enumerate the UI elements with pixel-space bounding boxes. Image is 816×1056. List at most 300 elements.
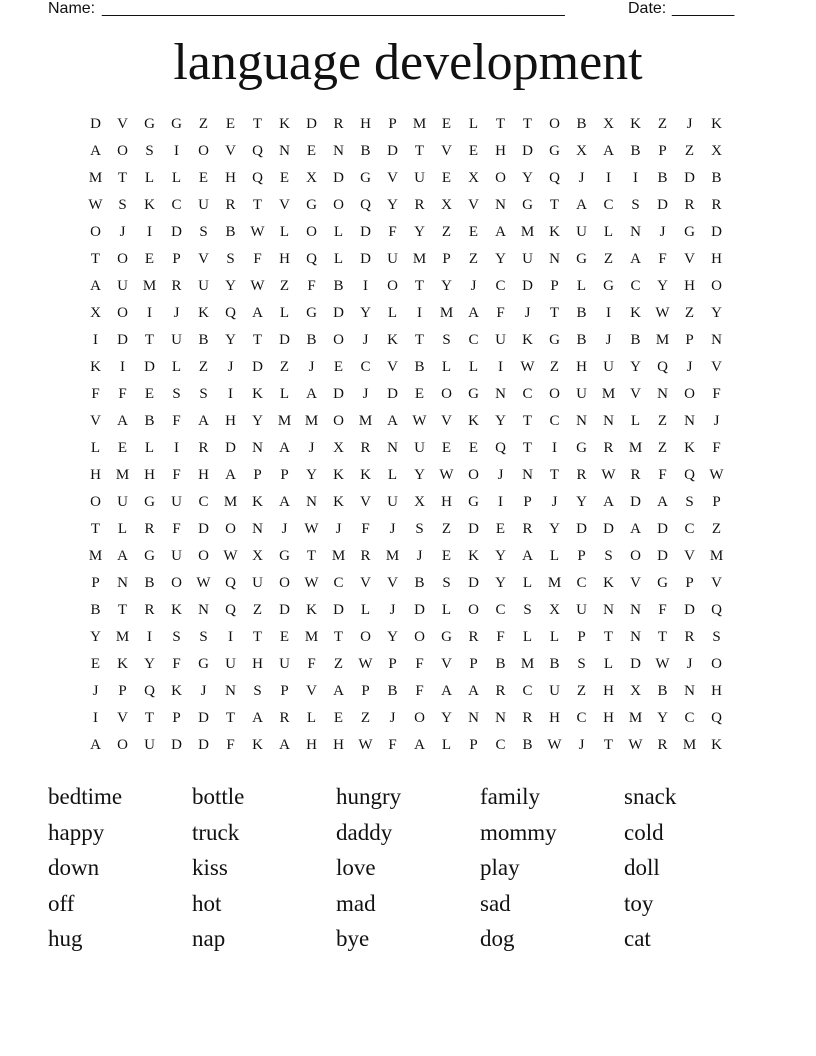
- grid-letter: I: [633, 170, 638, 186]
- grid-letter: P: [172, 251, 181, 267]
- word-bank-item: off: [48, 890, 75, 916]
- grid-letter: R: [522, 521, 533, 537]
- grid-letter: E: [468, 440, 479, 456]
- grid-letter: J: [389, 521, 396, 537]
- grid-letter: E: [468, 143, 479, 159]
- word-bank-item: truck: [192, 819, 240, 845]
- grid-letter: P: [469, 656, 478, 672]
- grid-letter: M: [520, 656, 535, 672]
- grid-letter: Y: [414, 467, 425, 483]
- grid-letter: K: [252, 386, 263, 402]
- grid-row: [82, 408, 730, 435]
- grid-letter: A: [279, 440, 290, 456]
- grid-letter: Y: [657, 278, 668, 294]
- grid-letter: E: [333, 359, 344, 375]
- word-bank-item: snack: [624, 784, 677, 809]
- grid-letter: P: [172, 710, 181, 726]
- grid-letter: N: [252, 521, 263, 537]
- grid-letter: U: [225, 656, 236, 672]
- grid-letter: R: [198, 440, 209, 456]
- grid-row: [82, 570, 730, 597]
- grid-letter: U: [117, 278, 128, 294]
- grid-letter: X: [414, 494, 425, 510]
- grid-letter: U: [576, 602, 587, 618]
- grid-letter: L: [603, 656, 614, 672]
- grid-letter: F: [658, 467, 667, 483]
- grid-letter: N: [387, 440, 398, 456]
- grid-letter: P: [280, 467, 289, 483]
- grid-letter: A: [630, 521, 641, 537]
- grid-letter: N: [684, 683, 695, 699]
- grid-letter: S: [199, 629, 208, 645]
- grid-letter: K: [549, 224, 560, 240]
- grid-letter: P: [550, 278, 559, 294]
- grid-letter: C: [576, 575, 587, 591]
- grid-letter: J: [659, 224, 666, 240]
- grid-letter: M: [142, 278, 157, 294]
- grid-letter: G: [576, 440, 587, 456]
- grid-letter: Z: [576, 683, 587, 699]
- grid-letter: D: [279, 332, 290, 348]
- grid-letter: J: [308, 359, 315, 375]
- grid-letter: T: [252, 116, 263, 132]
- grid-letter: B: [549, 656, 560, 672]
- word-bank-item: family: [480, 784, 541, 809]
- grid-letter: T: [117, 170, 128, 186]
- grid-letter: D: [198, 521, 209, 537]
- grid-letter: Y: [495, 413, 506, 429]
- grid-letter: N: [252, 440, 263, 456]
- grid-letter: F: [496, 305, 505, 321]
- grid-letter: O: [495, 170, 506, 186]
- grid-letter: A: [495, 224, 506, 240]
- grid-letter: E: [306, 143, 317, 159]
- grid-letter: B: [576, 332, 587, 348]
- grid-letter: P: [388, 116, 397, 132]
- grid-letter: O: [117, 737, 128, 753]
- grid-letter: D: [333, 305, 344, 321]
- grid-letter: J: [281, 521, 288, 537]
- grid-letter: U: [495, 332, 506, 348]
- grid-letter: T: [117, 602, 128, 618]
- grid-letter: Y: [630, 359, 641, 375]
- grid-letter: F: [658, 251, 667, 267]
- grid-letter: T: [90, 251, 101, 267]
- grid-letter: E: [441, 170, 452, 186]
- grid-letter: Y: [252, 413, 263, 429]
- grid-letter: Y: [441, 710, 452, 726]
- grid-letter: O: [333, 197, 344, 213]
- grid-letter: A: [468, 683, 479, 699]
- grid-letter: V: [441, 143, 452, 159]
- grid-letter: T: [144, 332, 155, 348]
- grid-letter: J: [335, 521, 342, 537]
- grid-letter: D: [630, 494, 641, 510]
- word-bank-row: [48, 779, 768, 815]
- grid-letter: H: [252, 656, 263, 672]
- grid-letter: O: [90, 224, 101, 240]
- grid-letter: H: [306, 737, 317, 753]
- grid-letter: Y: [495, 548, 506, 564]
- grid-letter: O: [684, 386, 695, 402]
- grid-letter: N: [306, 494, 317, 510]
- grid-letter: P: [442, 251, 451, 267]
- grid-letter: M: [277, 413, 292, 429]
- grid-letter: X: [630, 683, 641, 699]
- grid-letter: H: [549, 710, 560, 726]
- grid-letter: N: [225, 683, 236, 699]
- grid-letter: Q: [144, 683, 155, 699]
- grid-letter: A: [441, 683, 452, 699]
- grid-letter: V: [468, 197, 479, 213]
- grid-row: [82, 300, 730, 327]
- grid-letter: D: [657, 197, 668, 213]
- grid-letter: R: [360, 440, 371, 456]
- grid-letter: N: [684, 413, 695, 429]
- word-bank-item: hot: [192, 890, 222, 916]
- grid-letter: R: [333, 116, 344, 132]
- grid-letter: T: [603, 629, 614, 645]
- grid-row: [82, 138, 730, 165]
- grid-letter: O: [468, 602, 479, 618]
- word-bank-item: mommy: [480, 819, 557, 845]
- grid-letter: I: [147, 224, 152, 240]
- grid-letter: H: [495, 143, 506, 159]
- grid-letter: D: [333, 170, 344, 186]
- grid-letter: J: [362, 386, 369, 402]
- grid-letter: B: [225, 224, 236, 240]
- grid-letter: V: [684, 251, 695, 267]
- grid-letter: D: [387, 143, 398, 159]
- grid-letter: S: [685, 494, 694, 510]
- word-bank-item: mad: [336, 890, 376, 916]
- grid-letter: I: [93, 710, 98, 726]
- grid-letter: Y: [495, 575, 506, 591]
- grid-letter: G: [306, 197, 317, 213]
- grid-letter: L: [279, 224, 290, 240]
- grid-letter: A: [90, 278, 101, 294]
- grid-letter: R: [468, 629, 479, 645]
- word-bank-row: [48, 815, 768, 851]
- grid-letter: R: [576, 467, 587, 483]
- name-label: Name:: [48, 0, 96, 17]
- grid-letter: C: [198, 494, 209, 510]
- grid-letter: L: [441, 359, 452, 375]
- grid-letter: M: [304, 413, 319, 429]
- grid-letter: V: [90, 413, 101, 429]
- grid-letter: E: [441, 548, 452, 564]
- grid-letter: D: [252, 359, 263, 375]
- grid-letter: L: [468, 116, 479, 132]
- grid-letter: F: [253, 251, 262, 267]
- grid-letter: G: [360, 170, 371, 186]
- grid-letter: W: [304, 575, 319, 591]
- grid-letter: K: [306, 602, 317, 618]
- grid-letter: F: [172, 521, 181, 537]
- grid-row: [82, 732, 730, 759]
- grid-letter: U: [576, 224, 587, 240]
- grid-letter: T: [225, 710, 236, 726]
- grid-letter: M: [520, 224, 535, 240]
- word-bank-item: nap: [192, 926, 226, 951]
- word-bank-item: bottle: [192, 784, 245, 809]
- grid-letter: T: [522, 413, 533, 429]
- word-bank-item: hug: [48, 926, 83, 951]
- grid-letter: S: [172, 629, 181, 645]
- grid-letter: O: [630, 548, 641, 564]
- grid-letter: I: [174, 440, 179, 456]
- grid-letter: L: [90, 440, 101, 456]
- grid-letter: K: [333, 467, 344, 483]
- grid-letter: K: [144, 197, 155, 213]
- grid-letter: W: [412, 413, 427, 429]
- grid-letter: W: [547, 737, 562, 753]
- grid-letter: N: [630, 629, 641, 645]
- grid-letter: F: [361, 521, 370, 537]
- grid-letter: F: [712, 440, 721, 456]
- grid-letter: H: [684, 278, 695, 294]
- grid-letter: V: [630, 386, 641, 402]
- grid-letter: H: [603, 683, 614, 699]
- grid-letter: J: [362, 332, 369, 348]
- word-bank-item: daddy: [336, 819, 393, 845]
- grid-letter: Z: [279, 359, 290, 375]
- grid-letter: V: [387, 359, 398, 375]
- grid-letter: F: [712, 386, 721, 402]
- grid-letter: U: [549, 683, 560, 699]
- grid-letter: L: [387, 467, 398, 483]
- grid-letter: M: [304, 629, 319, 645]
- grid-letter: P: [118, 683, 127, 699]
- grid-letter: N: [603, 602, 614, 618]
- grid-letter: E: [441, 440, 452, 456]
- grid-letter: Y: [549, 521, 560, 537]
- grid-letter: V: [117, 116, 128, 132]
- grid-letter: K: [522, 332, 533, 348]
- grid-letter: K: [252, 494, 263, 510]
- grid-letter: P: [388, 656, 397, 672]
- grid-letter: I: [498, 359, 503, 375]
- grid-letter: N: [549, 251, 560, 267]
- grid-row: [82, 489, 730, 516]
- grid-letter: B: [711, 170, 722, 186]
- grid-letter: G: [144, 494, 155, 510]
- grid-letter: T: [414, 143, 425, 159]
- grid-letter: W: [655, 656, 670, 672]
- grid-letter: B: [630, 143, 641, 159]
- grid-letter: F: [91, 386, 100, 402]
- word-bank-item: doll: [624, 855, 660, 880]
- grid-letter: B: [360, 143, 371, 159]
- word-bank-item: down: [48, 855, 100, 880]
- grid-letter: L: [468, 359, 479, 375]
- grid-letter: V: [630, 575, 641, 591]
- grid-letter: A: [630, 251, 641, 267]
- grid-letter: G: [279, 548, 290, 564]
- grid-letter: V: [198, 251, 209, 267]
- grid-letter: V: [279, 197, 290, 213]
- grid-row: [82, 327, 730, 354]
- grid-letter: N: [333, 143, 344, 159]
- grid-row: [82, 543, 730, 570]
- grid-letter: E: [225, 116, 236, 132]
- grid-letter: O: [360, 629, 371, 645]
- grid-letter: P: [712, 494, 721, 510]
- grid-letter: L: [144, 440, 155, 456]
- grid-letter: O: [225, 521, 236, 537]
- grid-letter: W: [520, 359, 535, 375]
- grid-letter: L: [117, 521, 128, 537]
- grid-letter: C: [549, 413, 560, 429]
- word-bank-item: sad: [480, 890, 511, 916]
- grid-letter: C: [495, 602, 506, 618]
- grid-letter: T: [657, 629, 668, 645]
- grid-letter: E: [333, 710, 344, 726]
- grid-letter: O: [468, 467, 479, 483]
- grid-letter: J: [92, 683, 99, 699]
- word-bank-item: cat: [624, 926, 651, 951]
- grid-letter: D: [171, 737, 182, 753]
- grid-letter: T: [522, 440, 533, 456]
- grid-letter: W: [655, 305, 670, 321]
- grid-letter: R: [630, 467, 641, 483]
- grid-letter: Q: [684, 467, 695, 483]
- grid-letter: Z: [468, 251, 479, 267]
- grid-letter: Y: [522, 170, 533, 186]
- grid-letter: L: [144, 170, 155, 186]
- grid-letter: A: [90, 143, 101, 159]
- grid-letter: X: [711, 143, 722, 159]
- grid-letter: Q: [657, 359, 668, 375]
- grid-letter: N: [495, 710, 506, 726]
- grid-letter: V: [225, 143, 236, 159]
- grid-letter: B: [630, 332, 641, 348]
- grid-row: [82, 462, 730, 489]
- grid-letter: O: [414, 710, 425, 726]
- grid-letter: F: [388, 224, 397, 240]
- grid-letter: J: [119, 224, 126, 240]
- grid-letter: N: [576, 413, 587, 429]
- grid-letter: D: [198, 710, 209, 726]
- grid-letter: H: [576, 359, 587, 375]
- grid-letter: M: [412, 116, 427, 132]
- grid-letter: L: [171, 359, 182, 375]
- grid-letter: A: [252, 710, 263, 726]
- word-bank-item: kiss: [192, 855, 228, 880]
- grid-letter: J: [686, 656, 693, 672]
- word-bank-item: play: [480, 855, 520, 880]
- grid-letter: S: [415, 521, 424, 537]
- grid-letter: C: [630, 278, 641, 294]
- grid-letter: D: [360, 251, 371, 267]
- grid-row: [82, 165, 730, 192]
- grid-letter: H: [711, 683, 722, 699]
- grid-letter: J: [497, 467, 504, 483]
- grid-letter: I: [228, 629, 233, 645]
- grid-letter: U: [387, 494, 398, 510]
- grid-letter: O: [198, 143, 209, 159]
- grid-letter: A: [333, 683, 344, 699]
- grid-letter: J: [605, 332, 612, 348]
- grid-letter: K: [171, 602, 182, 618]
- grid-letter: I: [606, 170, 611, 186]
- grid-letter: E: [279, 629, 290, 645]
- grid-letter: N: [711, 332, 722, 348]
- grid-letter: G: [549, 332, 560, 348]
- grid-letter: A: [90, 737, 101, 753]
- grid-letter: J: [416, 548, 423, 564]
- grid-letter: V: [684, 548, 695, 564]
- grid-letter: V: [117, 710, 128, 726]
- grid-letter: W: [709, 467, 724, 483]
- grid-letter: Z: [198, 359, 209, 375]
- grid-letter: Z: [684, 143, 695, 159]
- grid-letter: J: [308, 440, 315, 456]
- grid-letter: D: [306, 116, 317, 132]
- grid-letter: H: [225, 170, 236, 186]
- grid-letter: S: [199, 386, 208, 402]
- grid-letter: D: [630, 656, 641, 672]
- grid-letter: T: [522, 116, 533, 132]
- grid-letter: O: [711, 278, 722, 294]
- grid-letter: X: [90, 305, 101, 321]
- grid-letter: K: [630, 116, 641, 132]
- grid-letter: A: [117, 548, 128, 564]
- grid-letter: N: [495, 386, 506, 402]
- grid-letter: K: [711, 116, 722, 132]
- grid-letter: U: [387, 251, 398, 267]
- grid-row: [82, 651, 730, 678]
- grid-letter: U: [144, 737, 155, 753]
- grid-letter: Z: [441, 224, 452, 240]
- grid-letter: X: [549, 602, 560, 618]
- grid-row: [82, 381, 730, 408]
- grid-letter: L: [279, 386, 290, 402]
- grid-letter: H: [603, 710, 614, 726]
- grid-letter: M: [655, 332, 670, 348]
- word-bank-item: cold: [624, 819, 664, 845]
- grid-letter: F: [415, 656, 424, 672]
- grid-letter: U: [279, 656, 290, 672]
- grid-letter: M: [439, 305, 454, 321]
- grid-letter: A: [603, 143, 614, 159]
- grid-letter: K: [117, 656, 128, 672]
- grid-letter: K: [468, 413, 479, 429]
- grid-letter: X: [333, 440, 344, 456]
- grid-letter: S: [442, 575, 451, 591]
- grid-row: [82, 354, 730, 381]
- grid-letter: F: [172, 656, 181, 672]
- grid-letter: K: [252, 737, 263, 753]
- grid-letter: Z: [684, 305, 695, 321]
- grid-letter: M: [88, 548, 103, 564]
- grid-letter: T: [252, 332, 263, 348]
- grid-row: [82, 273, 730, 300]
- grid-letter: P: [523, 494, 532, 510]
- grid-letter: G: [684, 224, 695, 240]
- grid-letter: K: [279, 116, 290, 132]
- grid-row: [82, 219, 730, 246]
- grid-letter: E: [414, 386, 425, 402]
- grid-letter: A: [468, 305, 479, 321]
- grid-letter: P: [91, 575, 100, 591]
- grid-letter: P: [577, 629, 586, 645]
- grid-letter: N: [279, 143, 290, 159]
- grid-letter: F: [172, 413, 181, 429]
- grid-letter: A: [198, 413, 209, 429]
- grid-letter: H: [279, 251, 290, 267]
- grid-letter: T: [306, 548, 317, 564]
